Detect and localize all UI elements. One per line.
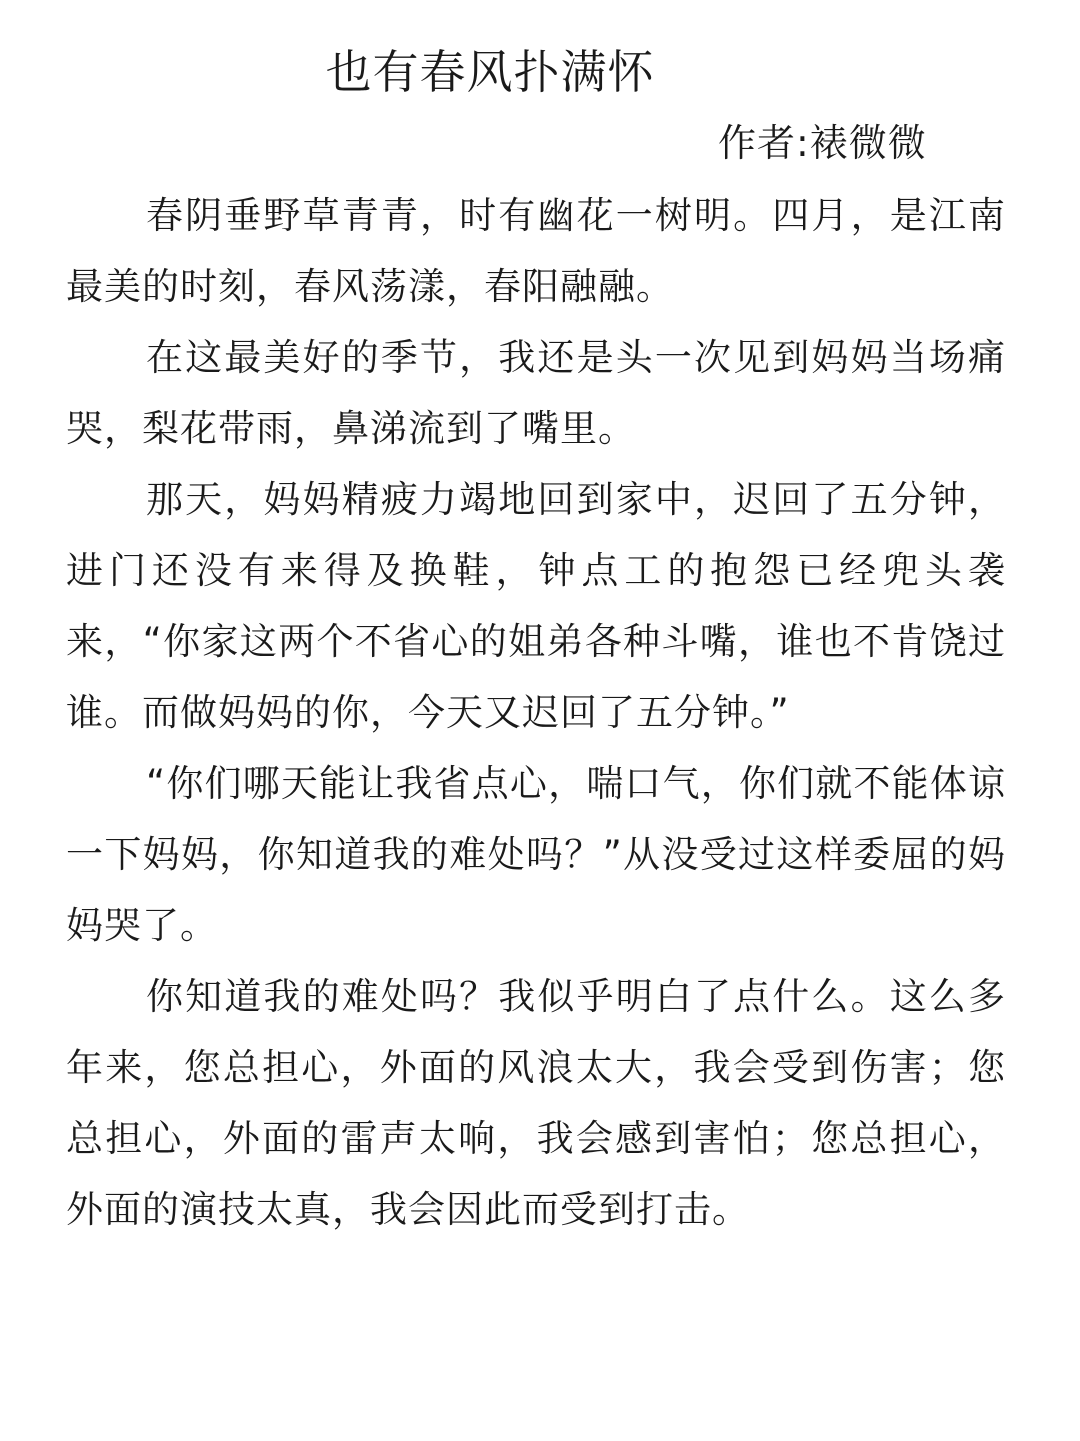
paragraph-5: 你知道我的难处吗？我似乎明白了点什么。这么多年来，您总担心，外面的风浪太大，我会受到伤害；您总担心，外面的雷声太响，我会感到害怕；您总担心，外面的演技太真，我会因此而受到打击。 [66, 975, 1006, 1231]
article-title: 也有春风扑满怀 [325, 45, 655, 99]
article-author: 作者:裱微微 [718, 121, 927, 165]
paragraph-4: “你们哪天能让我省点心，喘口气，你们就不能体谅一下妈妈，你知道我的难处吗？”从没受过这样委屈的妈妈哭了。 [66, 762, 1006, 947]
paragraph-2: 在这最美好的季节，我还是头一次见到妈妈当场痛哭，梨花带雨，鼻涕流到了嘴里。 [66, 336, 1006, 450]
paragraph-3: 那天，妈妈精疲力竭地回到家中，迟回了五分钟，进门还没有来得及换鞋，钟点工的抱怨已经兜头袭来，“你家这两个不省心的姐弟各种斗嘴，谁也不肯饶过谁。而做妈妈的你，今天又迟回了五分钟。” [66, 478, 1006, 734]
paragraph-1: 春阴垂野草青青，时有幽花一树明。四月，是江南最美的时刻，春风荡漾，春阳融融。 [66, 194, 1006, 308]
article-body [66, 180, 1006, 1245]
